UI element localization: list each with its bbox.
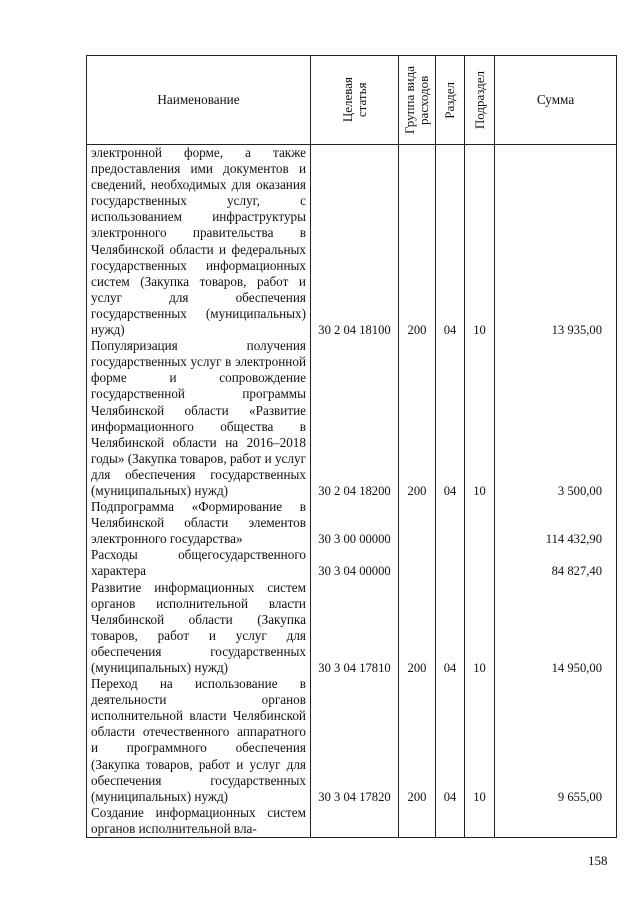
row-sum: 84 827,40 [495,547,617,579]
row-target: 30 2 04 18100 [311,145,399,339]
row-sum: 114 432,90 [495,499,617,547]
header-name: Наименование [87,56,311,145]
table-row [87,676,617,805]
table-row [87,580,617,677]
row-group: 200 [399,145,436,339]
header-subsection [465,56,495,145]
row-subsection: 10 [465,145,495,339]
row-group: 200 [399,676,436,805]
row-target [311,805,399,838]
table-row [87,145,617,339]
row-subsection [465,499,495,547]
row-sum: 13 935,00 [495,145,617,339]
row-target: 30 3 04 17810 [311,580,399,677]
table-row [87,805,617,838]
header-expense-group [399,56,436,145]
row-section: 04 [436,580,465,677]
row-sum: 3 500,00 [495,338,617,499]
row-name: электронной форме, а также предоставления ими документов и сведений, необходимых для оказания государственных услуг, с использованием инфраструктуры электронного правительства в Челябинской области и федеральных государственных информационных систем (Закупка товаров, работ и услуг для обеспечения государственных (муниципальных) нужд) [87,145,311,339]
row-target: 30 2 04 18200 [311,338,399,499]
row-target: 30 3 00 00000 [311,499,399,547]
row-section: 04 [436,145,465,339]
table-row [87,338,617,499]
row-subsection [465,547,495,579]
row-name: Подпрограмма «Формирование в Челябинской области элементов электронного государства» [87,499,311,547]
row-section [436,805,465,838]
table-header-row [87,56,617,145]
row-group: 200 [399,580,436,677]
row-name: Переход на использование в деятельности органов исполнительной власти Челябинской области отечественного аппаратного и программного обеспечения (Закупка товаров, работ и услуг для обеспечения государственных (муниципальных) нужд) [87,676,311,805]
row-name: Расходы общегосударственного характера [87,547,311,579]
row-section: 04 [436,338,465,499]
row-section [436,499,465,547]
row-name: Создание информационных систем органов исполнительной вла- [87,805,311,838]
row-section [436,547,465,579]
table-row [87,499,617,547]
row-name: Популяризация получения государственных услуг в электронной форме и сопровождение государственной программы Челябинской области «Развитие информационного общества в Челябинской области на 2016–2018 годы» (Закупка товаров, работ и услуг для обеспечения государственных (муниципальных) нужд) [87,338,311,499]
header-section-label: Раздел [442,81,457,119]
row-subsection [465,805,495,838]
header-section [436,56,465,145]
page-number: 158 [588,853,608,868]
header-target-label: Целевая статья [339,77,369,123]
row-target: 30 3 04 17820 [311,676,399,805]
row-sum: 14 950,00 [495,580,617,677]
row-sum: 9 655,00 [495,676,617,805]
row-sum [495,805,617,838]
header-subsection-label: Подраздел [471,70,487,130]
table-row [87,547,617,579]
row-group [399,547,436,579]
row-group [399,499,436,547]
header-expense-group-label: Группа вида расходов [402,66,431,134]
row-name: Развитие информационных систем органов исполнительной власти Челябинской области (Закупка товаров, работ и услуг для обеспечения государственных (муниципальных) нужд) [87,580,311,677]
row-subsection: 10 [465,580,495,677]
row-group: 200 [399,338,436,499]
header-sum: Сумма [495,56,617,145]
budget-table [86,55,617,838]
row-section: 04 [436,676,465,805]
row-target: 30 3 04 00000 [311,547,399,579]
row-group [399,805,436,838]
row-subsection: 10 [465,676,495,805]
header-target [311,56,399,145]
row-subsection: 10 [465,338,495,499]
